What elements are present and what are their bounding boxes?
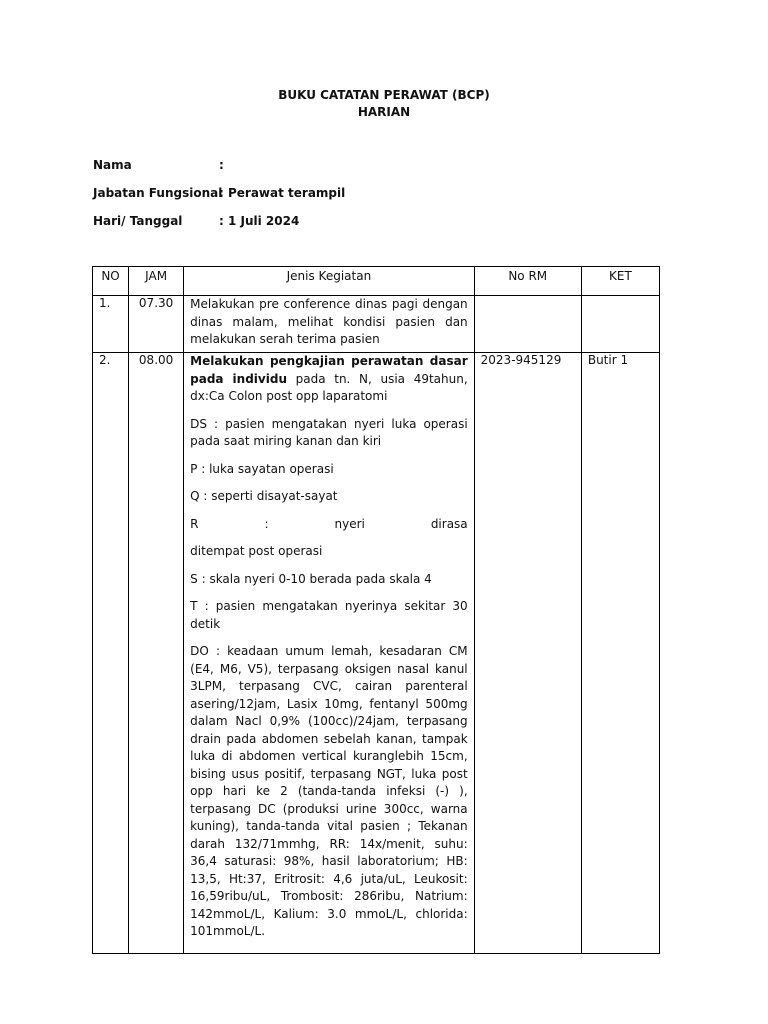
row2-r-cont: ditempat post operasi (190, 544, 323, 558)
header-kegiatan: Jenis Kegiatan (184, 267, 475, 296)
row2-ket: Butir 1 (581, 353, 659, 954)
row1-rm (474, 296, 581, 353)
row2-p: P : luka sayatan operasi (190, 461, 334, 476)
table-header-row (93, 267, 660, 296)
row2-r (190, 516, 468, 534)
row2-no: 2. (93, 353, 129, 954)
row2-ds: DS : pasien mengatakan nyeri luka operasi pada saat miring kanan dan kiri (190, 416, 468, 448)
row2-r-3: nyeri (334, 516, 365, 531)
jabatan-value: : Perawat terampil (219, 186, 346, 200)
row2-s: S : skala nyeri 0-10 berada pada skala 4 (190, 571, 432, 586)
row2-jam: 08.00 (129, 353, 184, 954)
row2-kegiatan-intro (190, 353, 468, 406)
header-ket: KET (581, 267, 659, 296)
title-line-2: HARIAN (357, 105, 411, 119)
row2-q: Q : seperti disayat-sayat (190, 489, 338, 503)
tanggal-value: : 1 Juli 2024 (219, 214, 300, 228)
header-jam: JAM (129, 267, 184, 296)
activity-table (92, 266, 660, 954)
jabatan-label: Jabatan Fungsional (93, 186, 223, 200)
nama-value: : (219, 158, 224, 172)
table-row (93, 296, 660, 353)
row2-t: T : pasien mengatakan nyerinya sekitar 30 detik (190, 599, 468, 631)
title-line-1: BUKU CATATAN PERAWAT (BCP) (278, 88, 490, 102)
row2-r-2: : (264, 516, 269, 531)
row2-r-4: dirasa (430, 516, 468, 531)
row2-rm: 2023-945129 (474, 353, 581, 954)
header-no: NO (93, 267, 129, 296)
row2-kegiatan-bold: Melakukan pengkajian perawatan dasar pada individu (190, 354, 468, 386)
row2-r-1: R (190, 516, 199, 531)
row1-ket (581, 296, 659, 353)
row2-kegiatan-rest: pada tn. N, usia 49tahun, dx:Ca Colon post opp laparatomi (190, 371, 468, 403)
table-row (93, 353, 660, 954)
document-title (0, 87, 768, 121)
row2-kegiatan (184, 353, 475, 954)
tanggal-label: Hari/ Tanggal (93, 214, 183, 228)
nama-label: Nama (93, 158, 132, 172)
row1-jam: 07.30 (129, 296, 184, 353)
row2-do: DO : keadaan umum lemah, kesadaran CM (E4, M6, V5), terpasang oksigen nasal kanul 3LPM, terpasang CVC, cairan parenteral asering/12jam, Lasix 10mg, fentanyl 500mg dalam Nacl 0,9% (100cc)/24jam, terpasang drain pada abdomen sebelah kanan, tampak luka di abdomen vertical kuranglebih 15cm, bising usus positif, terpasang NGT, luka post opp hari ke 2 (tanda-tanda infeksi (-) ), terpasang DC (produksi urine 300cc, warna kuning), tanda-tanda vital pasien ; Tekanan darah 132/71mmhg, RR: 14x/menit, suhu: 36,4 saturasi: 98%, hasil laboratorium; HB: 13,5, Ht:37, Eritrosit: 4,6 juta/uL, Leukosit: 16,59ribu/uL, Trombosit: 286ribu, Natrium: 142mmoL/L, Kalium: 3.0 mmoL/L, chlorida: 101mmoL/L. (190, 644, 468, 938)
row1-kegiatan-text: Melakukan pre conference dinas pagi dengan dinas malam, melihat kondisi pasien dan melakukan serah terima pasien (190, 297, 468, 346)
row1-kegiatan (184, 296, 475, 353)
row1-no: 1. (93, 296, 129, 353)
header-rm: No RM (474, 267, 581, 296)
